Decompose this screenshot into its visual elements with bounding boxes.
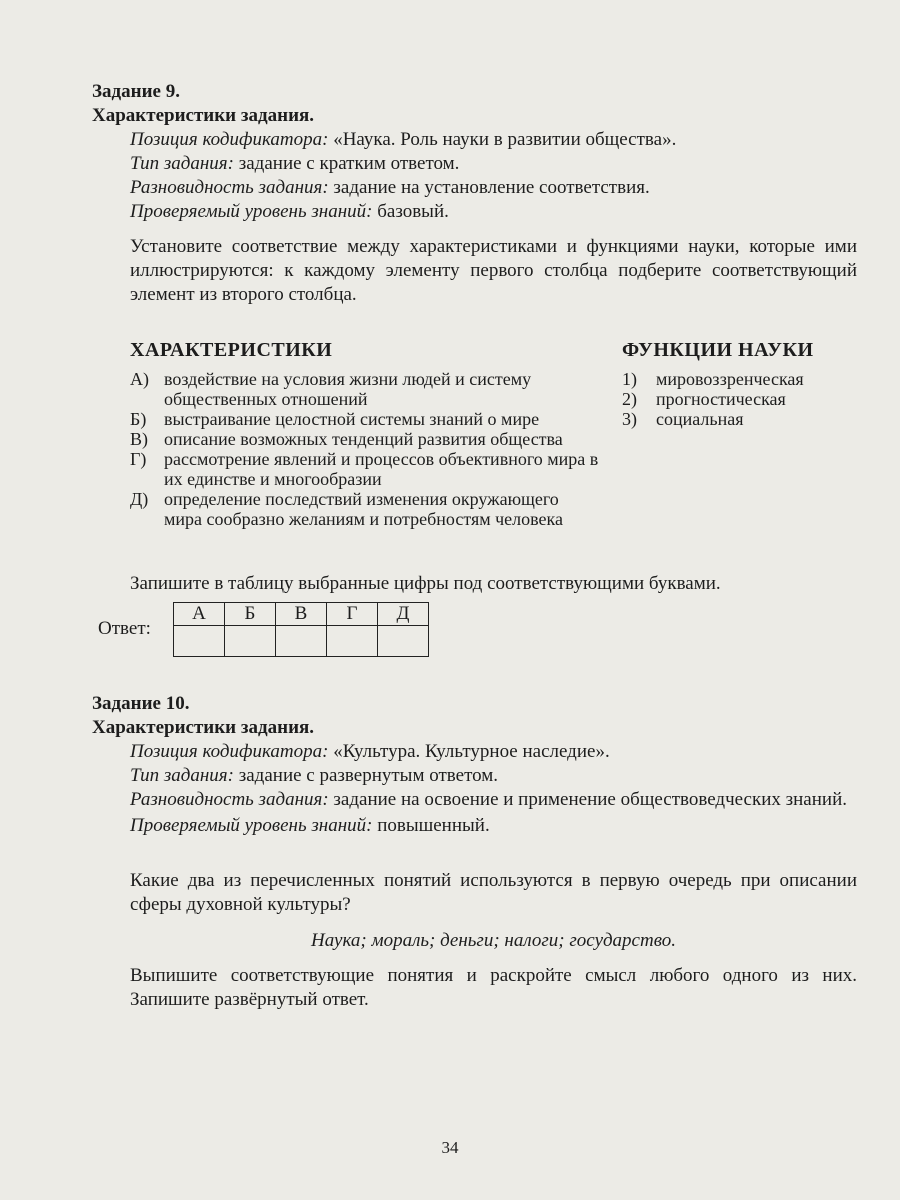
list-item: 2) прогностическая [622, 389, 786, 409]
answer-cell[interactable] [378, 626, 429, 657]
answer-column-letter: Д [378, 603, 429, 626]
functions-header: ФУНКЦИИ НАУКИ [622, 339, 814, 361]
task10-instruction: Выпишите соответствующие понятия и раскройте смысл любого одного из них. Запишите развёрнутый ответ. [130, 965, 857, 1010]
task10-meta-level: Проверяемый уровень знаний: повышенный. [130, 815, 490, 836]
task9-header-block [92, 80, 857, 224]
list-item: Б) выстраивание целостной системы знаний о мире [130, 409, 540, 429]
task9-meta-level: Проверяемый уровень знаний: базовый. [130, 201, 449, 222]
answer-cell[interactable] [174, 626, 225, 657]
answer-column-letter: Б [225, 603, 276, 626]
answer-cell[interactable] [276, 626, 327, 657]
answer-column-letter: А [174, 603, 225, 626]
task10-concepts: Наука; мораль; деньги; налоги; государство. [311, 930, 676, 951]
answer-cell[interactable] [327, 626, 378, 657]
list-item: Д) определение последствий изменения окружающего мира сообразно желаниям и потребностям человека [130, 489, 563, 529]
task9-instruction: Запишите в таблицу выбранные цифры под соответствующими буквами. [130, 573, 721, 594]
characteristics-list [130, 369, 600, 529]
task10-characteristics-heading: Характеристики задания. [92, 717, 315, 738]
task10-meta-codifier: Позиция кодификатора: «Культура. Культурное наследие». [130, 741, 610, 762]
task10-question: Какие два из перечисленных понятий используются в первую очередь при описании сферы духовной культуры? [130, 870, 857, 915]
list-item: Г) рассмотрение явлений и процессов объективного мира в их единстве и многообразии [130, 449, 599, 489]
answer-column-letter: В [276, 603, 327, 626]
list-item: А) воздействие на условия жизни людей и систему общественных отношений [130, 369, 532, 409]
task10-meta-type: Тип задания: задание с развернутым ответом. [130, 765, 499, 786]
task10-heading: Задание 10. [92, 693, 190, 714]
answer-cell[interactable] [225, 626, 276, 657]
task9-meta-codifier: Позиция кодификатора: «Наука. Роль науки в развитии общества». [130, 129, 677, 150]
task10-meta-kind: Разновидность задания: задание на освоение и применение обществоведческих знаний. [130, 789, 847, 810]
task9-meta-kind: Разновидность задания: задание на установление соответствия. [130, 177, 650, 198]
list-item: В) описание возможных тенденций развития общества [130, 429, 563, 449]
list-item: 3) социальная [622, 409, 744, 429]
task9-meta-type: Тип задания: задание с кратким ответом. [130, 153, 460, 174]
page-number: 34 [441, 1138, 459, 1157]
task9-heading: Задание 9. [92, 81, 180, 102]
document-page: Задание 9. Характеристики задания. Позиция кодификатора: «Наука. Роль науки в развитии общества». Тип задания: задание с кратким ответом. Разновидность задания: задание на установление соответствия. Проверяемый уровень знаний: базовый. Установите соответствие между характеристиками и функциями науки, которые ими иллюстрируются: к каждому элементу первого столбца подберите соответствующий элемент из второго столбца. ХАРАКТЕРИСТИКИ ФУНКЦИИ НАУКИ А) воздействие на условия жизни людей и систему общественных отношений Б) выстраивание целостной системы знаний о мире В) описание возможных тенденций развития общества Г) рассмотрение явлений и процессов объективного мира в их единстве и многообразии Д) определение последствий изменения окружающего мира сообразно желаниям и потребностям человека 1) мировоззренческая 2) прогностическая 3) социальная Запишите в таблицу выбранные цифры под соответствующими буквами. Ответ: А Б В Г Д Задание 10. Характеристики задания. Позиция кодификатора: «Культура. Культурное наследие». Тип задания: задание с развернутым ответом. Разновидность задания: задание на освоение и применение обществоведческих знаний. Проверяемый уровень знаний: повышенный. Какие два из перечисленных понятий используются в первую очередь при описании сферы духовной культуры? Наука; мораль; деньги; налоги; государство. Выпишите соответствующие понятия и раскройте смысл любого одного из них. Запишите развёрнутый ответ. 34 [0, 0, 900, 1200]
answer-table [173, 602, 429, 657]
task9-characteristics-heading: Характеристики задания. [92, 105, 315, 126]
task10-header-block [92, 692, 857, 838]
task9-question: Установите соответствие между характеристиками и функциями науки, которые ими иллюстрируются: к каждому элементу первого столбца подберите соответствующий элемент из второго столбца. [130, 236, 857, 305]
characteristics-header: ХАРАКТЕРИСТИКИ [130, 339, 333, 361]
answer-column-letter: Г [327, 603, 378, 626]
functions-list [622, 369, 862, 429]
list-item: 1) мировоззренческая [622, 369, 804, 389]
